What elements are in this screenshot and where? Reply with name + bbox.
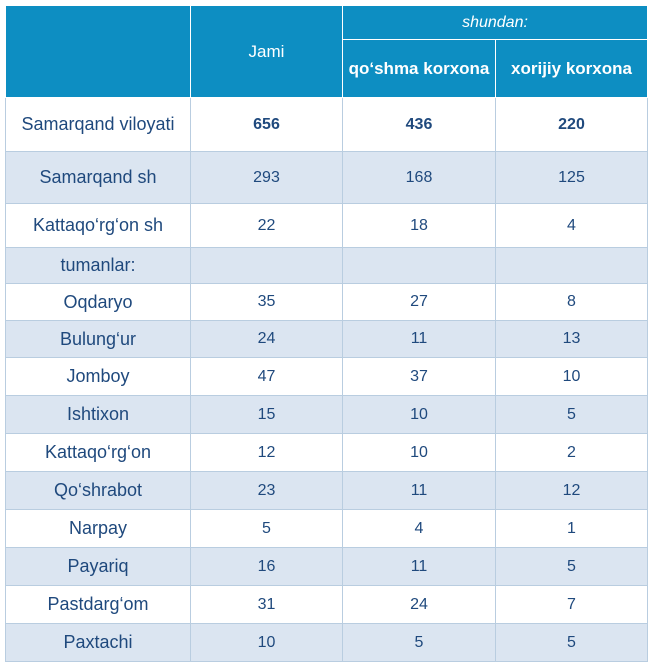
header-joint: qo‘shma korxona	[343, 40, 496, 98]
row-name: Samarqand viloyati	[6, 98, 191, 152]
row-name: Jomboy	[6, 358, 191, 396]
table-row	[6, 358, 648, 396]
row-name: Samarqand sh	[6, 152, 191, 204]
row-total: 5	[191, 510, 343, 548]
row-name: Narpay	[6, 510, 191, 548]
table-row	[6, 624, 648, 662]
row-joint: 11	[343, 321, 496, 358]
row-foreign: 2	[496, 434, 648, 472]
header-total: Jami	[191, 6, 343, 98]
table-row	[6, 204, 648, 248]
row-name: Pastdarg‘om	[6, 586, 191, 624]
row-foreign: 13	[496, 321, 648, 358]
row-name: Oqdaryo	[6, 284, 191, 321]
table-row	[6, 98, 648, 152]
row-foreign: 5	[496, 624, 648, 662]
row-joint: 168	[343, 152, 496, 204]
table-row	[6, 321, 648, 358]
row-foreign: 4	[496, 204, 648, 248]
row-total: 22	[191, 204, 343, 248]
row-foreign: 7	[496, 586, 648, 624]
row-total: 31	[191, 586, 343, 624]
row-total: 16	[191, 548, 343, 586]
row-foreign: 1	[496, 510, 648, 548]
table-row	[6, 510, 648, 548]
row-joint: 11	[343, 548, 496, 586]
row-joint: 436	[343, 98, 496, 152]
table-row	[6, 248, 648, 284]
row-total: 12	[191, 434, 343, 472]
row-name: Kattaqo‘rg‘on	[6, 434, 191, 472]
row-joint	[343, 248, 496, 284]
row-joint: 10	[343, 396, 496, 434]
table-row	[6, 586, 648, 624]
table-row	[6, 396, 648, 434]
row-total: 10	[191, 624, 343, 662]
row-foreign: 125	[496, 152, 648, 204]
row-name: tumanlar:	[6, 248, 191, 284]
row-total	[191, 248, 343, 284]
header-foreign: xorijiy korxona	[496, 40, 648, 98]
row-joint: 10	[343, 434, 496, 472]
row-total: 47	[191, 358, 343, 396]
header-group: shundan:	[343, 6, 648, 40]
row-name: Paxtachi	[6, 624, 191, 662]
row-name: Kattaqo‘rg‘on sh	[6, 204, 191, 248]
row-name: Qo‘shrabot	[6, 472, 191, 510]
row-name: Ishtixon	[6, 396, 191, 434]
table-row	[6, 434, 648, 472]
enterprises-table	[5, 5, 648, 662]
table-row	[6, 472, 648, 510]
row-foreign: 5	[496, 548, 648, 586]
table-row	[6, 284, 648, 321]
row-joint: 11	[343, 472, 496, 510]
row-total: 293	[191, 152, 343, 204]
row-foreign	[496, 248, 648, 284]
row-total: 656	[191, 98, 343, 152]
row-name: Payariq	[6, 548, 191, 586]
row-foreign: 220	[496, 98, 648, 152]
row-total: 23	[191, 472, 343, 510]
row-joint: 4	[343, 510, 496, 548]
row-joint: 27	[343, 284, 496, 321]
row-total: 35	[191, 284, 343, 321]
row-foreign: 10	[496, 358, 648, 396]
header-region	[6, 6, 191, 98]
row-joint: 24	[343, 586, 496, 624]
row-joint: 18	[343, 204, 496, 248]
table-row	[6, 152, 648, 204]
row-name: Bulung‘ur	[6, 321, 191, 358]
row-total: 15	[191, 396, 343, 434]
row-foreign: 8	[496, 284, 648, 321]
row-foreign: 12	[496, 472, 648, 510]
row-joint: 37	[343, 358, 496, 396]
row-foreign: 5	[496, 396, 648, 434]
table-row	[6, 548, 648, 586]
row-joint: 5	[343, 624, 496, 662]
row-total: 24	[191, 321, 343, 358]
